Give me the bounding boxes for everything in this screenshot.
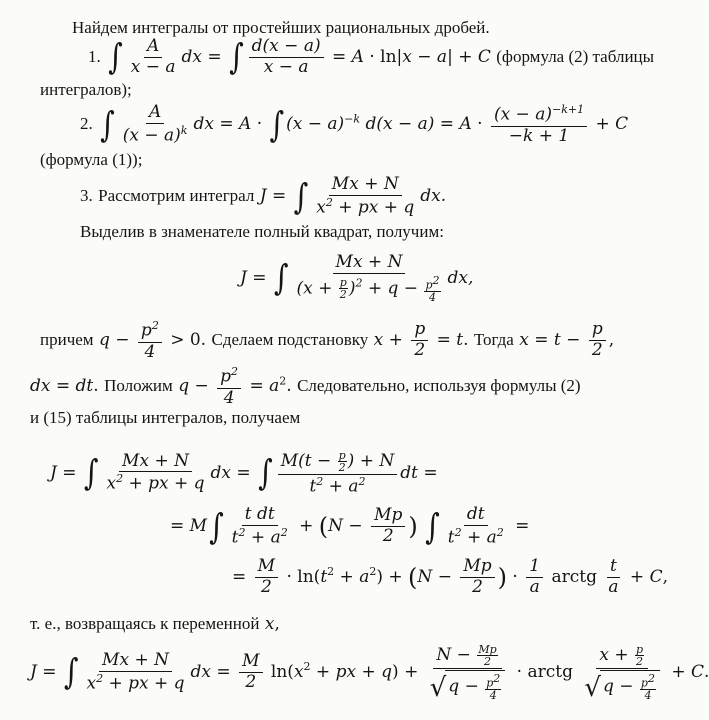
item-3-formula: 3. Рассмотрим интеграл J = ∫ $\frac{Mx + N}{x^2 + px + q}$ dx. [80,174,447,218]
final-result-formula: J = ∫ $\frac{Mx + N}{x^2 + px + q}$ dx = $\frac{M}{2}$ $\ln(x^2$ + px + q) + N − $\frac{Mp}{2}$ √ q − $\frac{p^2}{4}$ · arctg x + $\frac{p}{2}$ √ q − $\frac{p^2}{4}$ + C. [30,643,709,703]
item-2-formula: 2. ∫ $\frac{A}{(x - a)^k}$ dx = A · ∫ $(x - a)^{-k}$ d(x − a) = A · $\frac{(x - a)^{-k+1}}{-k + 1}$ + C [80,102,629,146]
return-variable-line: т. е., возвращаясь к переменной x, [30,614,280,634]
item-1-continuation: интегралов); [40,80,132,99]
select-square-text: Выделив в знаменателе полный квадрат, получим: [80,222,444,241]
item-1-formula: 1. ∫ $\frac{A}{x - a}$ dx = ∫ $\frac{d(x - a)}{x - a}$ = A · ln|x − a| + C (формула (2) таблицы [88,36,655,78]
substitution-line: dx = dt. Положим q − $\frac{p^2}{4}$ = $a^2$. Следовательно, используя формулы (2) [30,365,581,408]
table-reference-text: и (15) таблицы интегралов, получаем [30,408,301,427]
derivation-line-2: = M∫ $\frac{\text{t dt}}{t^2 + a^2}$ + (N − $\frac{Mp}{2}$ ) ∫ $\frac{dt}{t^2 + a^2}$ = [170,504,530,548]
intro-text: Найдем интегралы от простейших рациональных дробей. [72,18,490,37]
derivation-line-3: = $\frac{M}{2}$ · $\ln(t^2 + a^2) + (N$ − $\frac{Mp}{2}$ ) · $\frac{1}{a}$ arctg $\frac{t}{a}$ + C, [232,556,669,597]
condition-line: причем q − $\frac{p^2}{4}$ > 0. Сделаем подстановку x + $\frac{p}{2}$ = t. Тогда x = t − $\frac{p}{2}$ , [40,319,615,362]
completed-square-formula: J = ∫ Mx + N (x + $\frac{p}{2}$ )$^2$ + q − $\frac{p^2}{4}$ dx, [240,252,474,304]
derivation-line-1: J = ∫ $\frac{Mx + N}{x^2 + px + q}$ dx = ∫ M(t − $\frac{p}{2}$ ) + N $t^2 + a^2$ dt = [50,449,438,497]
item-2-continuation: (формула (1)); [40,150,143,169]
